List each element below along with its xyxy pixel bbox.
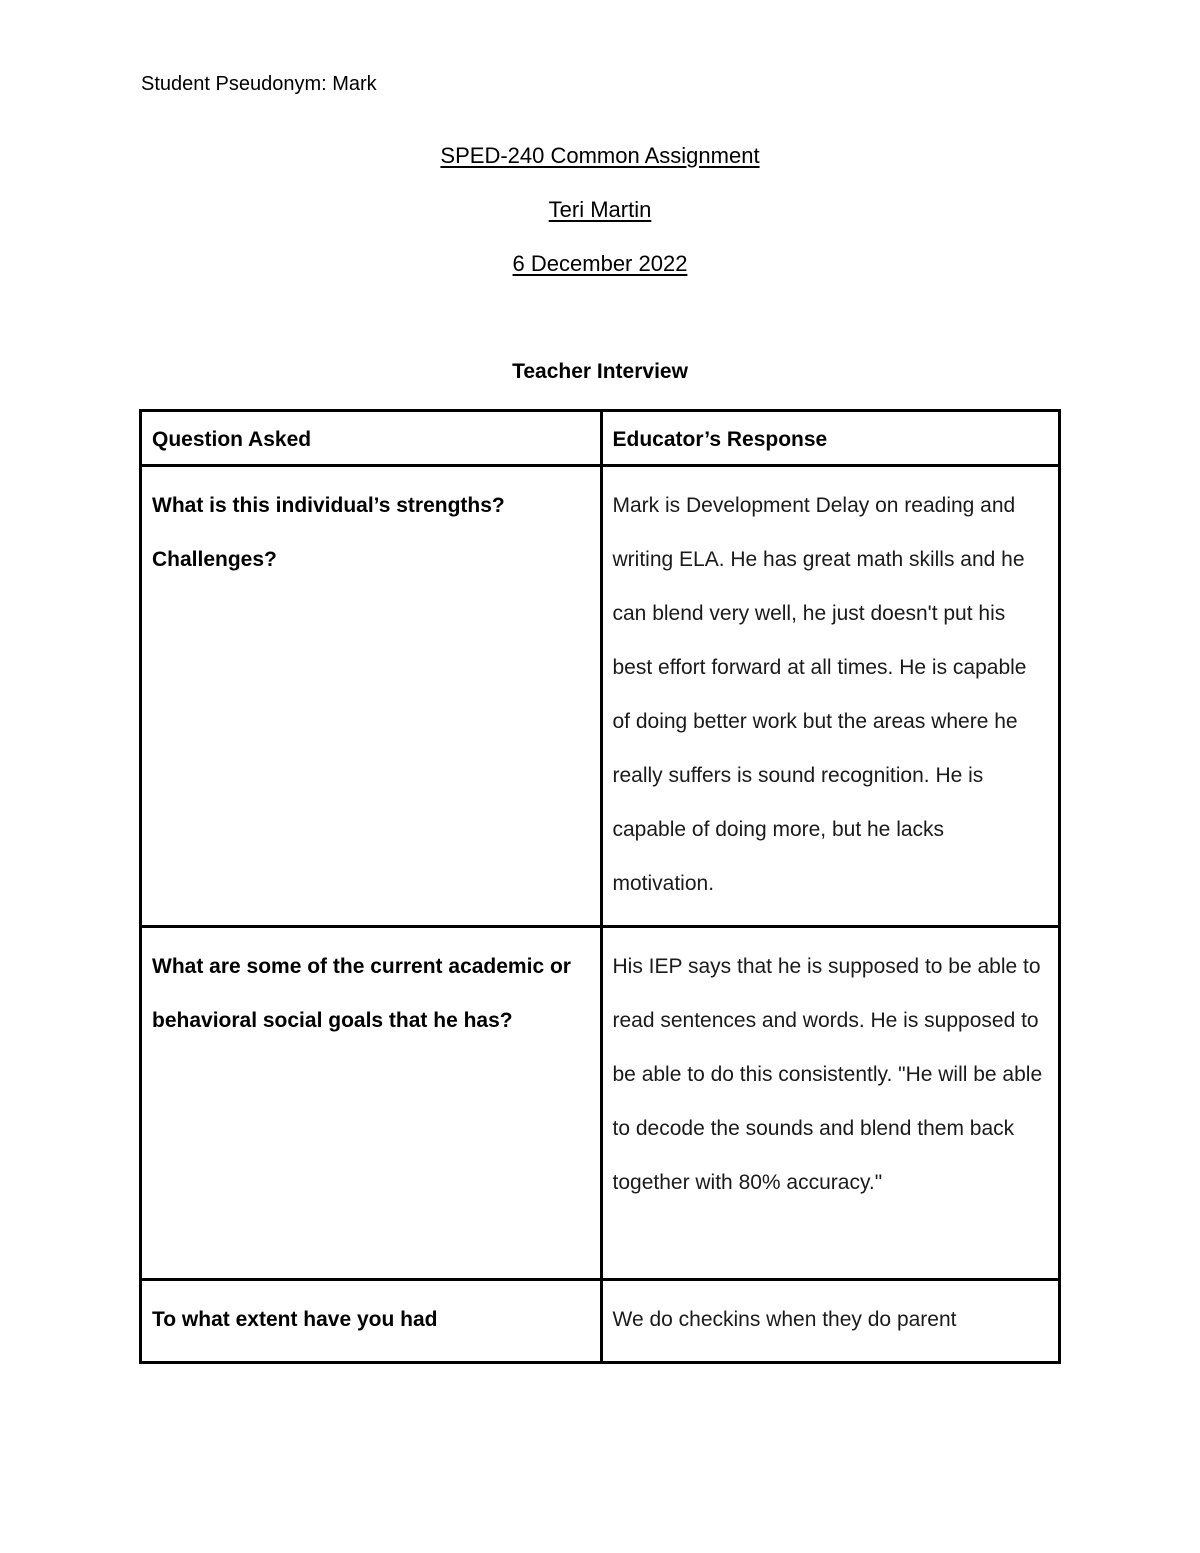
table-header-row bbox=[141, 411, 1060, 466]
section-title: Teacher Interview bbox=[512, 360, 688, 383]
table-row bbox=[141, 927, 1060, 1280]
response-cell: Mark is Development Delay on reading and writing ELA. He has great math skills and he can blend very well, he just doesn't put his best effort forward at all times. He is capable of doing better work but the areas where he really suffers is sound recognition. He is capable of doing more, but he lacks motivation. bbox=[601, 466, 1060, 927]
response-cell: We do checkins when they do parent bbox=[601, 1280, 1060, 1363]
column-header-response: Educator’s Response bbox=[601, 411, 1060, 466]
question-cell: What is this individual’s strengths? Challenges? bbox=[141, 466, 602, 927]
course-title-text: SPED-240 Common Assignment bbox=[440, 143, 760, 168]
table-row bbox=[141, 1280, 1060, 1363]
question-cell: To what extent have you had bbox=[141, 1280, 602, 1363]
document-date-text: 6 December 2022 bbox=[512, 251, 688, 276]
column-header-question: Question Asked bbox=[141, 411, 602, 466]
author-name-text: Teri Martin bbox=[548, 197, 652, 222]
student-pseudonym: Student Pseudonym: Mark bbox=[141, 73, 377, 95]
response-cell: His IEP says that he is supposed to be able to read sentences and words. He is supposed to be able to do this consistently. "He will be able to decode the sounds and blend them back together with 80% accuracy." bbox=[601, 927, 1060, 1280]
table-row bbox=[141, 466, 1060, 927]
author-name bbox=[0, 196, 1200, 224]
course-title bbox=[0, 142, 1200, 170]
interview-table bbox=[139, 409, 1061, 1364]
question-cell: What are some of the current academic or behavioral social goals that he has? bbox=[141, 927, 602, 1280]
document-date bbox=[0, 250, 1200, 278]
